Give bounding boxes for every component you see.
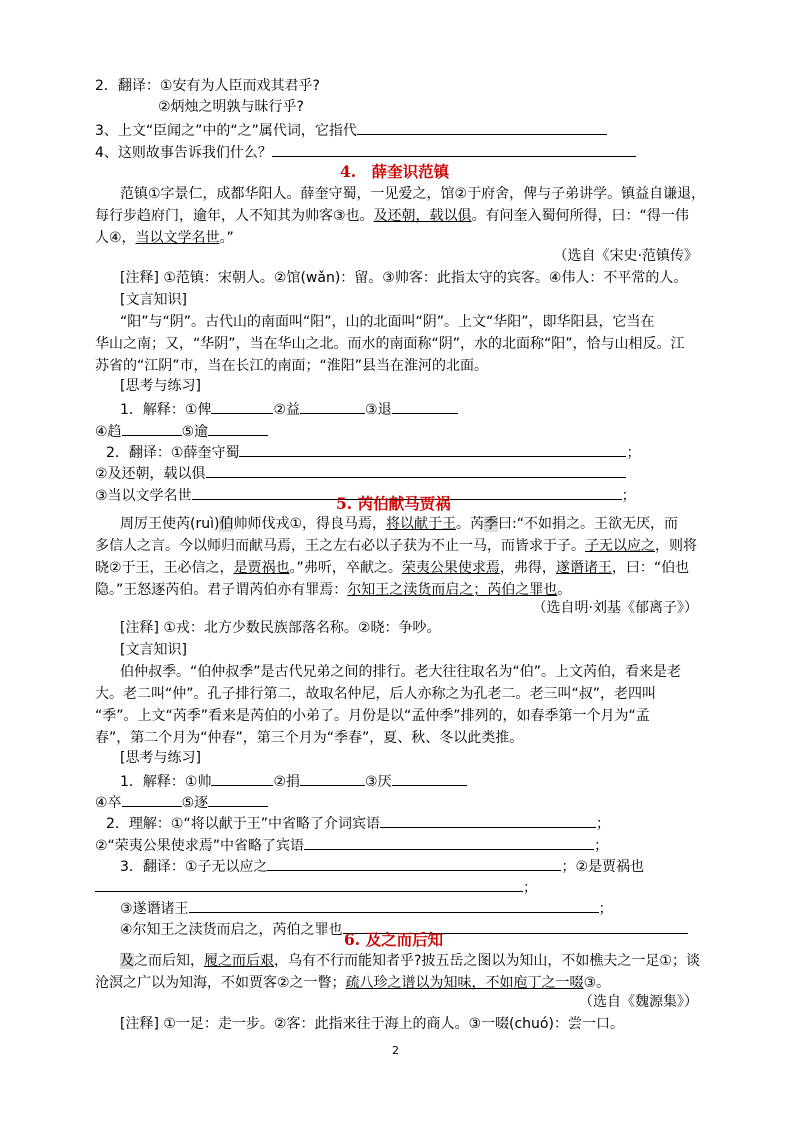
page-number: 2 xyxy=(392,1044,399,1057)
exercise-label: ⑤逐 xyxy=(181,795,209,811)
answer-blank[interactable] xyxy=(122,791,182,807)
exercise-label: ⑤逾 xyxy=(181,424,209,440)
s5-underlined-text: 子无以应之 xyxy=(585,538,655,554)
s5-text: 。”弗听，卒献之。 xyxy=(289,560,402,576)
s6-highlighted-text: 及 xyxy=(120,953,134,969)
s4-paragraph-line-3 xyxy=(95,228,234,248)
answer-blank[interactable] xyxy=(300,398,365,414)
question-3 xyxy=(95,119,607,141)
s6-text: 沧溟之广以为知海，不如贾客②之一瞥； xyxy=(95,975,346,991)
s5-text: ，弗得， xyxy=(499,560,556,576)
exercise-label: 2．翻译：①薛奎守蜀 xyxy=(106,445,240,461)
s5-paragraph-line-2 xyxy=(95,536,697,556)
s5-underlined-text: 遂谮诸王 xyxy=(555,560,612,576)
s6-text: ③。 xyxy=(583,975,611,991)
exercise-label: ③厌 xyxy=(365,774,392,790)
answer-blank[interactable] xyxy=(357,119,607,135)
s6-paragraph-line-1 xyxy=(120,951,700,971)
answer-blank[interactable] xyxy=(211,770,273,786)
s6-source: （选自《魏源集》） xyxy=(579,994,698,1010)
s5-paragraph-line-3 xyxy=(95,558,689,578)
answer-blank[interactable] xyxy=(211,398,273,414)
s5-knowledge-heading: [文言知识] xyxy=(120,642,187,658)
s5-text: 隐。”王怒逐芮伯。君子谓芮伯亦有罪焉： xyxy=(95,582,348,598)
semicolon: ； xyxy=(523,880,537,896)
s5-exercise-2a xyxy=(106,812,610,834)
s5-source: （选自明·刘基《郁离子》） xyxy=(532,600,698,616)
semicolon: ； xyxy=(594,838,609,854)
exercise-label: 3．翻译：①子无以应之 xyxy=(120,859,268,875)
answer-blank[interactable] xyxy=(206,462,626,478)
s5-exercise-1 xyxy=(120,770,467,792)
semicolon: ； xyxy=(595,816,610,832)
s6-underlined-text: 履之而后艰 xyxy=(204,953,274,969)
exercise-label: ④尔知王之渎货而启之，芮伯之罪也 xyxy=(120,922,343,938)
s4-paragraph-line-1 xyxy=(120,184,705,204)
s5-text: 多信人之言。今以师归而献马焉，王之左右必以子获为不止一马，而皆求于子。 xyxy=(95,538,585,554)
exercise-label: ②及还朝，载以俱 xyxy=(95,466,206,482)
exercise-label: 1．解释：①帅 xyxy=(120,774,212,790)
s5-exercise-heading: [思考与练习] xyxy=(120,750,201,766)
question-2a: 2．翻译：①安有为人臣而戏其君乎? xyxy=(95,78,320,94)
answer-blank[interactable] xyxy=(304,834,594,850)
s4-exercise-2b xyxy=(95,462,626,484)
s5-text: 。芮 xyxy=(456,516,485,532)
question-3-text: 3、上文“臣闻之”中的“之”属代词，它指代 xyxy=(95,123,357,139)
exercise-label: ④趋 xyxy=(95,424,122,440)
exercise-label: ；②是贾祸也 xyxy=(561,859,645,875)
s4-knowledge-heading: [文言知识] xyxy=(120,292,187,308)
s6-notes: [注释] ①一足：走一步。②客：此指来往于海上的商人。③一啜(chuó)：尝一口。 xyxy=(120,1016,624,1032)
semicolon: ； xyxy=(598,901,613,917)
s5-text: 曰:“不如捐之。王欲无厌，而 xyxy=(498,516,678,532)
s4-exercise-2 xyxy=(106,441,640,463)
s4-knowledge-line-3: 苏省的“江阴”市，当在长江的南面；“淮阳”县当在淮河的北面。 xyxy=(95,358,489,374)
s6-underlined-text: 疏八珍之谱以为知味，不如庖丁之一啜 xyxy=(345,975,584,991)
s4-exercise-1-cont xyxy=(95,420,268,442)
exercise-label: ③退 xyxy=(365,402,392,418)
s4-text: 每行步趋府门，逾年，人不知其为帅客③也。 xyxy=(95,208,374,224)
s4-text: 。有问奎入蜀何所得，曰：“得一伟 xyxy=(471,208,689,224)
section-4-title: 4. 薛奎识范镇 xyxy=(340,162,450,181)
s5-underlined-text: 是贾祸也 xyxy=(233,560,290,576)
answer-blank[interactable] xyxy=(392,770,467,786)
s5-underlined-text: 将以献于王 xyxy=(386,516,457,532)
s5-text: 周厉王使芮(ruì) xyxy=(120,516,220,532)
section-5-title: 5. 芮伯献马贾祸 xyxy=(336,494,451,513)
s4-text: 人④， xyxy=(95,230,136,246)
s4-knowledge-line-2: 华山之南；又，“华阴”，当在华山之北。而水的南面称“阴”，水的北面称“阳”，恰与山相反。江 xyxy=(95,336,685,352)
answer-blank[interactable] xyxy=(267,855,561,871)
s5-underlined-text: 荣夷公果使求焉 xyxy=(401,560,500,576)
answer-blank[interactable] xyxy=(95,876,523,892)
s5-text: 帅师伐戎①，得良马焉， xyxy=(233,516,387,532)
s5-notes: [注释] ①戎：北方少数民族部落名称。②晓：争吵。 xyxy=(120,620,441,636)
exercise-label: ④卒 xyxy=(95,795,122,811)
answer-blank[interactable] xyxy=(208,420,268,436)
s4-notes: [注释] ①范镇：宋朝人。②馆(wǎn)：留。③帅客：此指太守的宾客。④伟人：不平常的人。 xyxy=(120,270,688,286)
answer-blank[interactable] xyxy=(392,398,458,414)
s5-exercise-2b xyxy=(95,834,608,856)
s4-knowledge-line-1: “阳”与“阴”。古代山的南面叫“阳”，山的北面叫“阴”。上文“华阳”，即华阳县，它当在 xyxy=(120,314,655,330)
answer-blank[interactable] xyxy=(272,141,636,157)
s5-highlighted-text: 季 xyxy=(484,516,499,532)
s5-exercise-3a xyxy=(120,855,644,877)
s4-source: （选自《宋史·范镇传》 xyxy=(553,248,698,264)
exercise-label: ③遂谮诸王 xyxy=(120,901,189,917)
s4-paragraph-line-2 xyxy=(95,206,689,226)
semicolon: ； xyxy=(621,488,636,504)
s5-text: ，则将 xyxy=(655,538,697,554)
s5-paragraph-line-4 xyxy=(95,580,571,600)
s4-underlined-text: 当以文学名世 xyxy=(135,230,220,246)
s6-text: ，乌有不行而能知者乎?披五岳之图以为知山，不如樵夫之一足①；谈 xyxy=(274,953,700,969)
s4-exercise-1 xyxy=(120,398,458,420)
exercise-label: 1．解释：①俾 xyxy=(120,402,212,418)
s5-exercise-3c xyxy=(120,897,613,919)
exercise-label: 2．理解：①“将以献于王”中省略了介词宾语 xyxy=(106,816,380,832)
s5-text: 。 xyxy=(557,582,572,598)
s5-paragraph-line-1 xyxy=(120,514,678,534)
s5-text: 晓②于王，王必信之， xyxy=(95,560,234,576)
semicolon: ； xyxy=(626,445,641,461)
s5-knowledge-line-2: 大。老二叫“仲”。孔子排行第二，故取名仲尼，后人亦称之为孔老二。老三叫“叔”，老四叫 xyxy=(95,686,657,702)
exercise-label: ②“荣夷公果使求焉”中省略了宾语 xyxy=(95,838,305,854)
s4-text: 范镇①字景仁，成都华阳人。薛奎守蜀，一见爱之，馆②于府舍，俾与子弟讲学。镇益自谦退， xyxy=(120,186,706,202)
s4-exercise-heading: [思考与练习] xyxy=(120,378,201,394)
s5-knowledge-line-4: 春”，第二个月为“仲春”，第三个月为“季春”，夏、秋、冬以此类推。 xyxy=(95,730,524,746)
s5-exercise-1-cont xyxy=(95,791,268,813)
answer-blank[interactable] xyxy=(239,441,626,457)
question-4-text: 4、这则故事告诉我们什么？ xyxy=(95,145,272,161)
exercise-label: ②捐 xyxy=(273,774,301,790)
s4-text: 。” xyxy=(219,230,234,246)
exercise-label: ②益 xyxy=(273,402,301,418)
s6-text: 之而后知， xyxy=(134,953,204,969)
answer-blank[interactable] xyxy=(122,420,182,436)
s5-text: ，曰：“伯也 xyxy=(611,560,690,576)
s4-underlined-text: 及还朝，载以俱 xyxy=(373,208,472,224)
answer-blank[interactable] xyxy=(380,812,596,828)
answer-blank[interactable] xyxy=(300,770,365,786)
s5-knowledge-line-1: 伯仲叔季。“伯仲叔季”是古代兄弟之间的排行。老大往往取名为“伯”。上文芮伯，看来是老 xyxy=(120,664,682,680)
s6-paragraph-line-2 xyxy=(95,973,610,993)
section-6-title: 6. 及之而后知 xyxy=(344,930,444,949)
s5-exercise-3a-cont xyxy=(95,876,537,898)
answer-blank[interactable] xyxy=(208,791,268,807)
s5-knowledge-line-3: “季”。上文“芮季”看来是芮伯的小弟了。月份是以“孟仲季”排列的，如春季第一个月为“孟 xyxy=(95,708,650,724)
exercise-label: ③当以文学名世 xyxy=(95,488,192,504)
s5-underlined-text: 尔知王之渎货而启之；芮伯之罪也 xyxy=(347,582,558,598)
s5-highlighted-text: 伯 xyxy=(219,516,234,532)
answer-blank[interactable] xyxy=(189,897,599,913)
question-2b: ②炳烛之明孰与昧行乎? xyxy=(158,99,304,115)
